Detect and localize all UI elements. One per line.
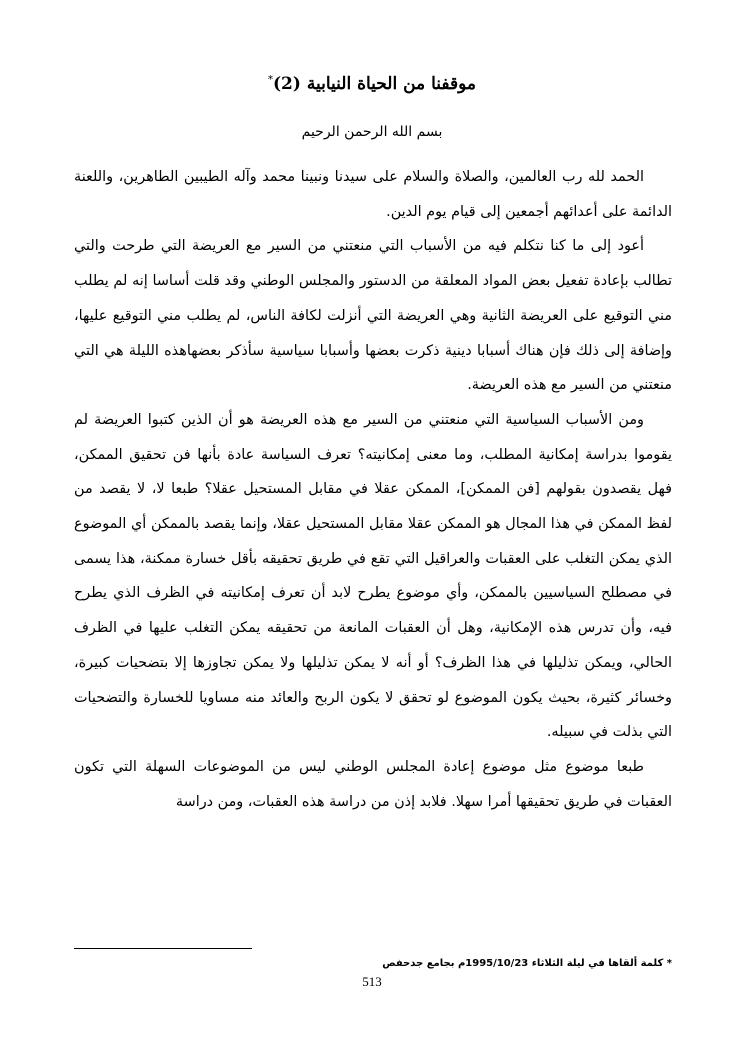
page-number: 513 bbox=[362, 974, 382, 989]
basmala: بسم الله الرحمن الرحيم bbox=[301, 124, 443, 140]
title-text: موقفنا من الحياة النيابية (2) bbox=[273, 74, 476, 94]
footnote-divider bbox=[74, 948, 252, 949]
paragraph: الحمد لله رب العالمين، والصلاة والسلام على سيدنا ونبينا محمد وآله الطيبين الطاهرين، واللعنة الدائمة على أعدائهم أجمعين إلى قيام يوم الدين. bbox=[74, 169, 672, 220]
paragraph: ومن الأسباب السياسية التي منعتني من السير مع هذه العريضة هو أن الذين كتبوا العريضة لم يقوموا بدراسة إمكانية المطلب، وما معنى إمكانيته؟ تعرف السياسة عادة بأنها فن تحقيق الممكن، فهل يقصدون بقولهم [فن الممكن]، الممكن عقلا في مقابل المستحيل عقلا؟ طبعا لا، لا يقصد من لفظ الممكن في هذا المجال هو الممكن عقلا مقابل المستحيل عقلا، وإنما يقصد بالممكن أي الموضوع الذي يمكن التغلب على العقبات والعراقيل التي تقع في طريق تحقيقه بأقل خسارة ممكنة، هذا يسمى في مصطلح السياسيين بالممكن، وأي موضوع يطرح لابد أن تعرف إمكانيته في الظرف الذي يطرح فيه، وأن تدرس هذه الإمكانية، وهل أن العقبات المانعة من تحقيقه يمكن التغلب عليها في الظرف الحالي، ويمكن تذليلها في هذا الظرف؟ أو أنه لا يمكن تذليلها ولا يمكن تجاوزها إلا بتضحيات كبيرة، وخسائر كثيرة، بحيث يكون الموضوع لو تحقق لا يكون الربح والعائد منه مساويا للخسارة والتضحيات التي بذلت في سبيله. bbox=[74, 411, 672, 741]
footnote: * كلمة ألقاها في ليلة الثلاثاء 1995/10/23م بجامع جدحفص bbox=[382, 958, 672, 969]
footnote-marker: * bbox=[268, 74, 273, 86]
page-title bbox=[72, 74, 672, 94]
body-text bbox=[74, 160, 672, 819]
paragraph: طبعا موضوع مثل موضوع إعادة المجلس الوطني ليس من الموضوعات السهلة التي تكون العقبات في طريق تحقيقها أمرا سهلا. فلابد إذن من دراسة هذه العقبات، ومن دراسة bbox=[74, 758, 672, 810]
paragraph: أعود إلى ما كنا نتكلم فيه من الأسباب التي منعتني من السير مع العريضة التي طرحت والتي تطالب بإعادة تفعيل بعض المواد المعلقة من الدستور والمجلس الوطني وقد قلت أساسا إنه لم يطلب مني التوقيع على العريضة الثانية وهي العريضة التي أنزلت لكافة الناس، لم يطلب مني التوقيع عليها، وإضافة إلى ذلك فإن هناك أسبابا دينية ذكرت بعضها وأسبابا سياسية سأذكر بعضهاهذه الليلة هي التي منعتني من السير مع هذه العريضة. bbox=[74, 238, 672, 394]
